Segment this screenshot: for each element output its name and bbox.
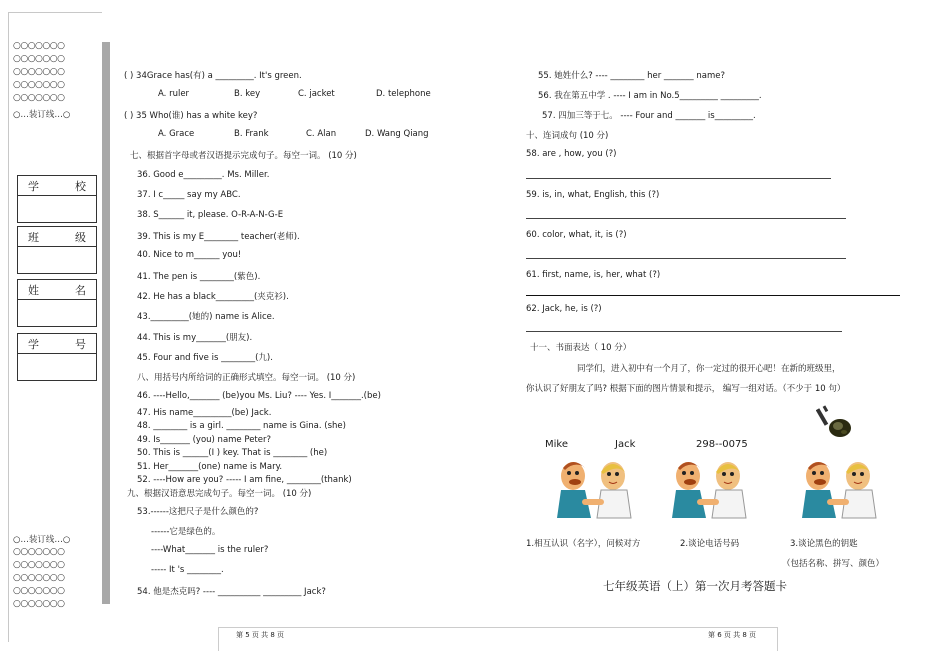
binding-circles: ○○○○○○○: [13, 560, 65, 570]
q44: 44. This is my_______(朋友).: [137, 333, 253, 343]
q61: 61. first, name, is, her, what (?): [526, 270, 661, 280]
handshake-illustration-3: [800, 458, 880, 524]
q41: 41. The pen is ________(紫色).: [137, 272, 261, 282]
name-field[interactable]: [18, 300, 96, 326]
binding-strip: [8, 12, 102, 642]
q51: 51. Her_______(one) name is Mary.: [137, 462, 283, 472]
handshake-illustration-2: [670, 458, 750, 524]
q53-blank-1: ----What_______ is the ruler?: [151, 545, 269, 555]
name-jack: Jack: [615, 439, 636, 450]
q53-reply: ------它是绿色的。: [151, 527, 221, 537]
q35-option-a: A. Grace: [158, 129, 195, 139]
caption-1: 1.相互认识（名字），问候对方: [526, 539, 641, 549]
student-id-label: 学 号: [18, 334, 96, 354]
question-35: ( ) 35 Who(谁) has a white key?: [124, 111, 258, 121]
section-7-heading: 七、根据首字母或者汉语提示完成句子。每空一词。 (10 分): [130, 151, 357, 161]
name-mike: Mike: [545, 439, 568, 450]
school-box: [17, 175, 97, 223]
q52: 52. ----How are you? ----- I am fine, ________(thank): [137, 475, 352, 485]
binding-circles: ○○○○○○○: [13, 599, 65, 609]
binding-circles: ○○○○○○○: [13, 80, 65, 90]
q34-option-b: B. key: [234, 89, 261, 99]
section-10-heading: 十、连词成句 (10 分): [526, 131, 609, 141]
q53-prompt: 53.------这把尺子是什么颜色的?: [137, 507, 259, 517]
binding-gray-bar: [102, 42, 110, 604]
binding-circles: ○○○○○○○: [13, 93, 65, 103]
caption-2: 2.谈论电话号码: [680, 539, 740, 549]
page-number-left: 第 5 页 共 8 页: [236, 631, 285, 639]
q62: 62. Jack, he, is (?): [526, 304, 602, 314]
section-11-paragraph-2: 你认识了好朋友了吗? 根据下面的图片情景和提示， 编写一组对话。（不少于 10 句）: [526, 384, 846, 394]
binding-circles: ○○○○○○○: [13, 573, 65, 583]
page-footer: [218, 627, 778, 651]
binding-line-label: ○…装订线…○: [13, 110, 71, 120]
q45: 45. Four and five is ________(九).: [137, 353, 273, 363]
q57: 57. 四加三等于七。 ---- Four and _______ is_________.: [542, 111, 756, 121]
q59-answer-line[interactable]: [526, 218, 846, 219]
q47: 47. His name_________(be) Jack.: [137, 408, 272, 418]
q48: 48. ________ is a girl. ________ name is Gina. (she): [137, 421, 346, 431]
q59: 59. is, in, what, English, this (?): [526, 190, 660, 200]
q34-option-c: C. jacket: [298, 89, 335, 99]
q60-answer-line[interactable]: [526, 258, 846, 259]
name-label: 姓 名: [18, 280, 96, 300]
q60: 60. color, what, it, is (?): [526, 230, 627, 240]
key-icon: [816, 402, 856, 442]
section-11-heading: 十一、书面表达（ 10 分）: [530, 343, 632, 353]
q43: 43._________(她的) name is Alice.: [137, 312, 275, 322]
q40: 40. Nice to m______ you!: [137, 250, 242, 260]
school-label: 学 校: [18, 176, 96, 196]
name-box: [17, 279, 97, 327]
q34-option-a: A. ruler: [158, 89, 190, 99]
question-34: ( ) 34Grace has(有) a _________. It's green.: [124, 71, 302, 81]
q58-answer-line[interactable]: [526, 178, 831, 179]
q35-option-d: D. Wang Qiang: [365, 129, 429, 139]
q50: 50. This is ______(I ) key. That is ________ (he): [137, 448, 328, 458]
q46: 46. ----Hello,_______ (be)you Ms. Liu? ---- Yes. I_______.(be): [137, 391, 381, 401]
student-id-box: [17, 333, 97, 381]
q49: 49. Is_______ (you) name Peter?: [137, 435, 271, 445]
q39: 39. This is my E________ teacher(老师).: [137, 232, 300, 242]
section-9-heading: 九、根据汉语意思完成句子。每空一词。 (10 分): [127, 489, 312, 499]
page-number-right: 第 6 页 共 8 页: [708, 631, 757, 639]
section-11-paragraph-1: 同学们，进入初中有一个月了，你一定过的很开心吧！在新的班级里，: [577, 364, 841, 374]
q53-blank-2: ----- It 's ________.: [151, 565, 224, 575]
caption-3-detail: （包括名称、拼写、颜色）: [782, 559, 885, 569]
caption-3: 3.谈论黑色的钥匙: [790, 539, 858, 549]
q34-option-d: D. telephone: [376, 89, 431, 99]
q56: 56. 我在第五中学 . ---- I am in No.5_________ _________.: [538, 91, 762, 101]
q35-option-b: B. Frank: [234, 129, 269, 139]
binding-circles: ○○○○○○○: [13, 547, 65, 557]
q42: 42. He has a black_________(夹克衫).: [137, 292, 289, 302]
binding-line-label: ○…装订线…○: [13, 535, 71, 545]
q35-option-c: C. Alan: [306, 129, 337, 139]
q61-answer-line[interactable]: [526, 295, 900, 296]
q55: 55. 她姓什么? ---- ________ her _______ name?: [538, 71, 725, 81]
q38: 38. S______ it, please. O-R-A-N-G-E: [137, 210, 284, 220]
q58: 58. are , how, you (?): [526, 149, 617, 159]
binding-circles: ○○○○○○○: [13, 41, 65, 51]
section-8-heading: 八、用括号内所给词的正确形式填空。每空一词。 (10 分): [137, 373, 356, 383]
q54: 54. 他是杰克吗? ---- __________ _________ Jack?: [137, 587, 326, 597]
class-label: 班 级: [18, 227, 96, 247]
binding-circles: ○○○○○○○: [13, 54, 65, 64]
q36: 36. Good e_________. Ms. Miller.: [137, 170, 270, 180]
school-field[interactable]: [18, 196, 96, 222]
phone-number: 298--0075: [696, 439, 748, 450]
binding-circles: ○○○○○○○: [13, 67, 65, 77]
student-id-field[interactable]: [18, 354, 96, 380]
class-box: [17, 226, 97, 274]
class-field[interactable]: [18, 247, 96, 273]
binding-circles: ○○○○○○○: [13, 586, 65, 596]
handshake-illustration-1: [555, 458, 635, 524]
q37: 37. I c_____ say my ABC.: [137, 190, 241, 200]
q62-answer-line[interactable]: [526, 331, 842, 332]
answer-card-title: 七年级英语（上）第一次月考答题卡: [603, 579, 787, 593]
